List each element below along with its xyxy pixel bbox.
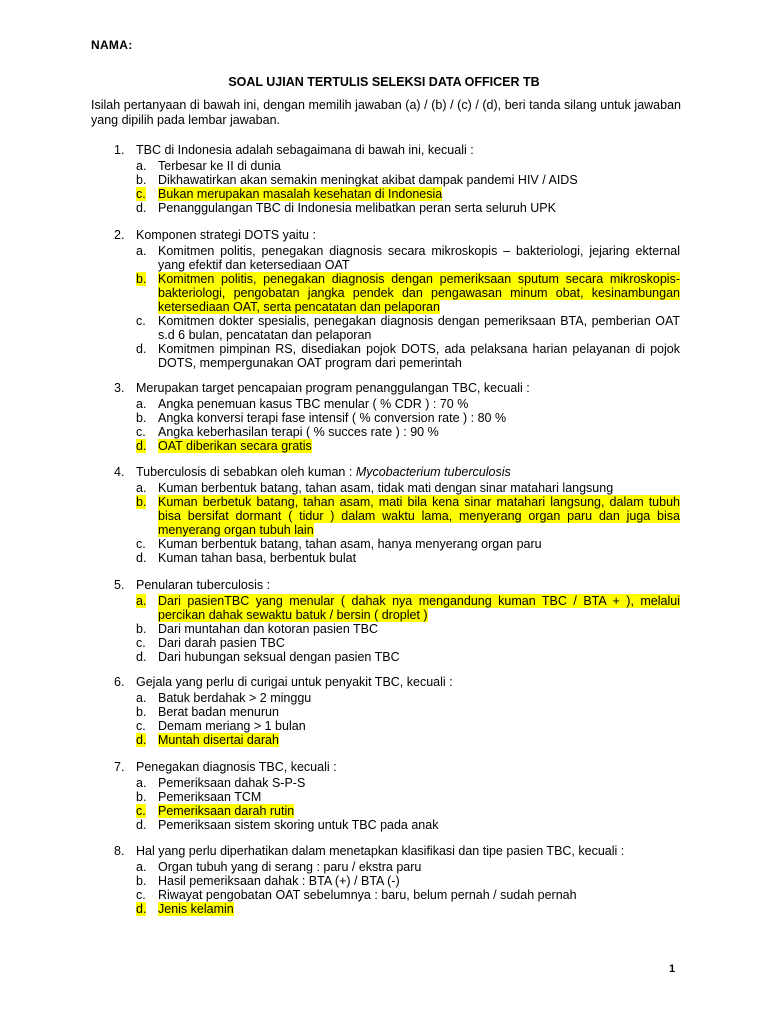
option-label: Kuman tahan basa, berbentuk bulat [158, 551, 357, 565]
option-letter: a. [136, 691, 147, 705]
name-label: NAMA: [91, 38, 133, 52]
question-number: 4. [114, 465, 125, 479]
option-text [158, 691, 680, 705]
option-text [158, 733, 680, 747]
option-text [158, 551, 680, 565]
option-text [158, 272, 680, 314]
question-text-main: Hal yang perlu diperhatikan dalam menetapkan klasifikasi dan tipe pasien TBC, kecuali : [136, 844, 625, 858]
option-label: Dari muntahan dan kotoran pasien TBC [158, 622, 379, 636]
highlighted-answer: OAT diberikan secara gratis [158, 439, 312, 453]
question-text-main: Merupakan target pencapaian program penanggulangan TBC, kecuali : [136, 381, 530, 395]
option-text [158, 874, 680, 888]
option-letter: b. [136, 705, 147, 719]
option-letter: a. [136, 159, 147, 173]
question-text [136, 465, 681, 480]
option-letter: c. [136, 314, 146, 328]
option-letter: b. [136, 874, 147, 888]
question-number: 7. [114, 760, 125, 774]
question-text-main: Penularan tuberculosis : [136, 578, 271, 592]
option-text [158, 439, 680, 453]
option-letter: c. [136, 636, 146, 650]
page-number: 1 [669, 963, 676, 975]
question-number: 1. [114, 143, 125, 157]
option-text [158, 776, 680, 790]
question-number: 6. [114, 675, 125, 689]
option-label: Angka konversi terapi fase intensif ( % conversion rate ) : 80 % [158, 411, 507, 425]
option-text [158, 495, 680, 537]
option-text [158, 790, 680, 804]
option-label: Kuman berbentuk batang, tahan asam, tidak mati dengan sinar matahari langsung [158, 481, 614, 495]
option-letter: b. [136, 495, 147, 509]
option-text [158, 537, 680, 551]
option-label: Pemeriksaan sistem skoring untuk TBC pada anak [158, 818, 439, 832]
option-label: Angka penemuan kasus TBC menular ( % CDR ) : 70 % [158, 397, 469, 411]
option-letter: c. [136, 888, 146, 902]
option-text [158, 594, 680, 622]
option-letter: d. [136, 439, 147, 453]
option-letter: a. [136, 594, 147, 608]
option-letter: a. [136, 860, 147, 874]
option-label: Kuman berbentuk batang, tahan asam, hanya menyerang organ paru [158, 537, 542, 551]
option-letter: c. [136, 425, 146, 439]
question-text-main: Komponen strategi DOTS yaitu : [136, 228, 316, 242]
option-letter: a. [136, 481, 147, 495]
option-label: Batuk berdahak > 2 minggu [158, 691, 312, 705]
option-text [158, 650, 680, 664]
option-text [158, 719, 680, 733]
option-label: Angka keberhasilan terapi ( % succes rate ) : 90 % [158, 425, 439, 439]
highlighted-answer: Bukan merupakan masalah kesehatan di Indonesia [158, 187, 443, 201]
option-letter: d. [136, 733, 147, 747]
option-letter: c. [136, 804, 146, 818]
highlighted-answer: Pemeriksaan darah rutin [158, 804, 295, 818]
question-text-main: Gejala yang perlu di curigai untuk penyakit TBC, kecuali : [136, 675, 453, 689]
option-label: Komitmen dokter spesialis, penegakan diagnosis dengan pemeriksaan BTA, pemberian OAT s.d 6 bulan, pencatatan dan pelaporan [158, 314, 680, 342]
question-text [136, 228, 681, 243]
option-label: Komitmen pimpinan RS, disediakan pojok DOTS, ada pelaksana harian pelayanan di pojok DOTS, mempergunakan OAT program dari pemerintah [158, 342, 680, 370]
option-text [158, 173, 680, 187]
option-text [158, 481, 680, 495]
option-letter: a. [136, 397, 147, 411]
option-letter: d. [136, 650, 147, 664]
option-text [158, 159, 680, 173]
option-label: Pemeriksaan dahak S-P-S [158, 776, 306, 790]
option-label: Terbesar ke II di dunia [158, 159, 281, 173]
highlighted-answer: Komitmen politis, penegakan diagnosis dengan pemeriksaan sputum secara mikroskopis-bakteriologi, pengobatan jangka pendek dan pengawasan minum obat, kesinambungan ketersediaan OAT, serta pencatatan dan pelaporan [158, 272, 680, 314]
option-text [158, 888, 680, 902]
option-label: Berat badan menurun [158, 705, 279, 719]
question-text-main: TBC di Indonesia adalah sebagaimana di bawah ini, kecuali : [136, 143, 474, 157]
option-text [158, 314, 680, 342]
option-label: Demam meriang > 1 bulan [158, 719, 306, 733]
option-letter: a. [136, 776, 147, 790]
highlighted-answer: Dari pasienTBC yang menular ( dahak nya mengandung kuman TBC / BTA + ), melalui percikan dahak sewaktu batuk / bersin ( droplet ) [158, 594, 680, 622]
question-number: 8. [114, 844, 125, 858]
option-text [158, 397, 680, 411]
option-text [158, 425, 680, 439]
option-label: Hasil pemeriksaan dahak : BTA (+) / BTA (-) [158, 874, 400, 888]
option-text [158, 622, 680, 636]
option-letter: c. [136, 537, 146, 551]
highlighted-answer: Kuman berbetuk batang, tahan asam, mati bila kena sinar matahari langsung, dalam tubuh bisa bersifat dormant ( tidur ) dalam waktu lama, menyerang organ paru dan juga bisa menyerang organ tubuh lain [158, 495, 680, 537]
instructions: Isilah pertanyaan di bawah ini, dengan memilih jawaban (a) / (b) / (c) / (d), beri tanda silang untuk jawaban yang dipilih pada lembar jawaban. [91, 98, 681, 127]
option-letter: b. [136, 272, 147, 286]
option-text [158, 804, 680, 818]
page-title: SOAL UJIAN TERTULIS SELEKSI DATA OFFICER TB [228, 75, 540, 89]
question-text [136, 143, 681, 158]
option-text [158, 244, 680, 272]
question-text [136, 578, 681, 593]
option-label: Komitmen politis, penegakan diagnosis secara mikroskopis – bakteriologi, jejaring ekternal yang efektif dan ketersediaan OAT [158, 244, 680, 272]
question-number: 3. [114, 381, 125, 395]
option-text [158, 860, 680, 874]
option-text [158, 187, 680, 201]
question-text-italic: Mycobacterium tuberculosis [355, 465, 511, 479]
option-letter: d. [136, 902, 147, 916]
highlighted-answer: Jenis kelamin [158, 902, 234, 916]
option-text [158, 902, 680, 916]
option-text [158, 818, 680, 832]
highlighted-answer: Muntah disertai darah [158, 733, 279, 747]
question-text-main: Tuberculosis di sebabkan oleh kuman : [136, 465, 356, 479]
option-label: Riwayat pengobatan OAT sebelumnya : baru, belum pernah / sudah pernah [158, 888, 577, 902]
option-letter: a. [136, 244, 147, 258]
option-letter: b. [136, 411, 147, 425]
option-letter: c. [136, 719, 146, 733]
option-text [158, 411, 680, 425]
option-letter: d. [136, 818, 147, 832]
option-letter: b. [136, 622, 147, 636]
option-letter: d. [136, 201, 147, 215]
option-label: Organ tubuh yang di serang : paru / ekstra paru [158, 860, 422, 874]
question-text [136, 844, 681, 859]
question-text [136, 675, 681, 690]
question-text [136, 381, 681, 396]
option-text [158, 201, 680, 215]
option-letter: d. [136, 342, 147, 356]
option-letter: b. [136, 173, 147, 187]
option-letter: b. [136, 790, 147, 804]
option-label: Pemeriksaan TCM [158, 790, 262, 804]
option-letter: c. [136, 187, 146, 201]
option-letter: d. [136, 551, 147, 565]
question-text [136, 760, 681, 775]
question-text-main: Penegakan diagnosis TBC, kecuali : [136, 760, 337, 774]
option-label: Dari darah pasien TBC [158, 636, 285, 650]
option-text [158, 342, 680, 370]
option-text [158, 705, 680, 719]
question-number: 5. [114, 578, 125, 592]
option-label: Dari hubungan seksual dengan pasien TBC [158, 650, 400, 664]
option-text [158, 636, 680, 650]
option-label: Penanggulangan TBC di Indonesia melibatkan peran serta seluruh UPK [158, 201, 556, 215]
question-number: 2. [114, 228, 125, 242]
option-label: Dikhawatirkan akan semakin meningkat akibat dampak pandemi HIV / AIDS [158, 173, 578, 187]
